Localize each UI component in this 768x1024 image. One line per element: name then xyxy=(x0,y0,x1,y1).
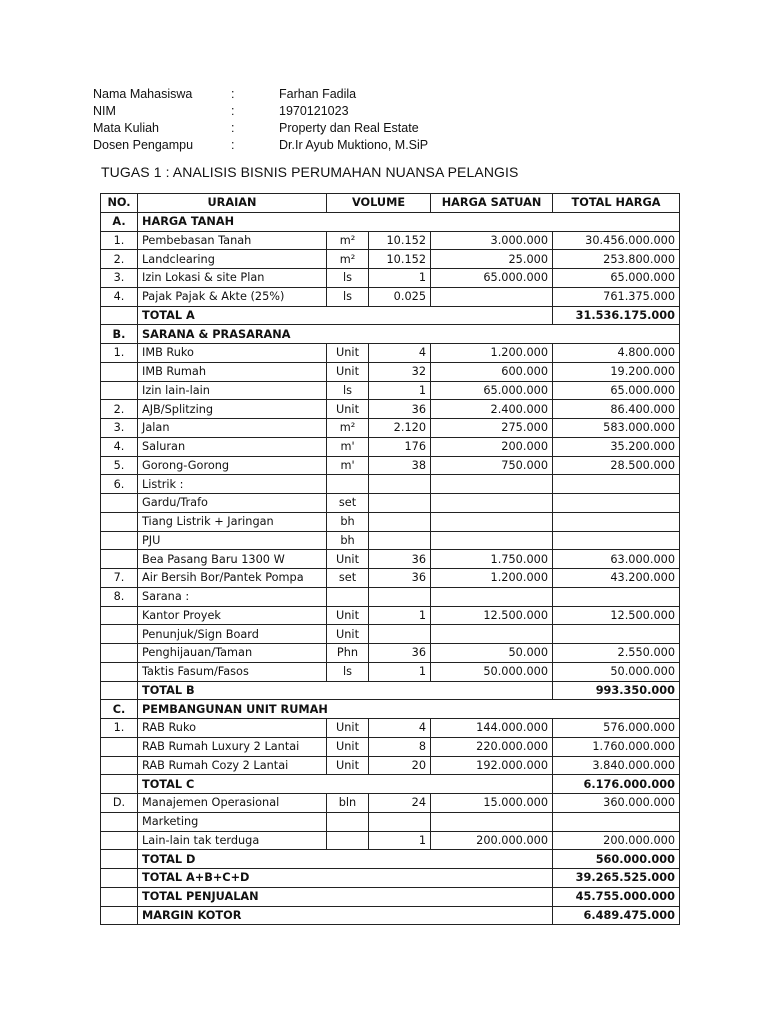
cell-no xyxy=(101,494,138,513)
cell-total-harga xyxy=(553,812,680,831)
cell-total-harga: 4.800.000 xyxy=(553,344,680,363)
cell-unit: bh xyxy=(327,512,369,531)
info-value: Property dan Real Estate xyxy=(279,121,419,135)
cell-harga-satuan: 65.000.000 xyxy=(431,381,553,400)
total-row xyxy=(101,775,680,794)
cell-unit: ls xyxy=(327,662,369,681)
cell-total-harga: 3.840.000.000 xyxy=(553,756,680,775)
cell-uraian: Gardu/Trafo xyxy=(138,494,327,513)
header-volume: VOLUME xyxy=(327,194,431,213)
table-row xyxy=(101,419,680,438)
cell-unit: Unit xyxy=(327,719,369,738)
cell-unit xyxy=(327,812,369,831)
cell-harga-satuan: 200.000 xyxy=(431,437,553,456)
cell-qty: 24 xyxy=(369,794,431,813)
cell-no xyxy=(101,869,138,888)
header-total-harga: TOTAL HARGA xyxy=(553,194,680,213)
cell-uraian: Taktis Fasum/Fasos xyxy=(138,662,327,681)
cell-no xyxy=(101,775,138,794)
cell-qty: 10.152 xyxy=(369,231,431,250)
cell-uraian: Manajemen Operasional xyxy=(138,794,327,813)
cell-harga-satuan: 3.000.000 xyxy=(431,231,553,250)
cell-qty: 8 xyxy=(369,737,431,756)
cell-uraian: Landclearing xyxy=(138,250,327,269)
cell-total-harga xyxy=(553,494,680,513)
table-row xyxy=(101,494,680,513)
cell-no xyxy=(101,606,138,625)
total-row xyxy=(101,850,680,869)
cell-uraian: Saluran xyxy=(138,437,327,456)
cell-unit: m' xyxy=(327,437,369,456)
cell-no xyxy=(101,381,138,400)
info-row-mata-kuliah xyxy=(93,120,428,137)
cell-section-title: SARANA & PRASARANA xyxy=(138,325,680,344)
info-value: Farhan Fadila xyxy=(279,87,357,101)
cell-unit: ls xyxy=(327,381,369,400)
cell-unit: m² xyxy=(327,419,369,438)
total-row xyxy=(101,887,680,906)
cell-uraian: IMB Ruko xyxy=(138,344,327,363)
cell-qty: 4 xyxy=(369,344,431,363)
table-row xyxy=(101,456,680,475)
cell-harga-satuan: 275.000 xyxy=(431,419,553,438)
cell-qty: 1 xyxy=(369,662,431,681)
cell-unit: m² xyxy=(327,231,369,250)
cell-total-label: TOTAL A xyxy=(138,306,553,325)
cell-no: A. xyxy=(101,212,138,231)
info-colon: : xyxy=(231,121,235,135)
table-row xyxy=(101,362,680,381)
cell-total-harga xyxy=(553,512,680,531)
cell-total-harga: 253.800.000 xyxy=(553,250,680,269)
budget-table xyxy=(100,193,680,925)
info-label: Dosen Pengampu xyxy=(93,138,194,152)
table-row xyxy=(101,531,680,550)
header-no: NO. xyxy=(101,194,138,213)
cell-uraian: Izin Lokasi & site Plan xyxy=(138,269,327,288)
total-row xyxy=(101,906,680,925)
cell-qty: 32 xyxy=(369,362,431,381)
table-body xyxy=(101,212,680,925)
cell-no xyxy=(101,306,138,325)
cell-qty xyxy=(369,494,431,513)
cell-unit: Unit xyxy=(327,606,369,625)
cell-uraian: PJU xyxy=(138,531,327,550)
info-row-dosen xyxy=(93,137,428,154)
cell-no: 5. xyxy=(101,456,138,475)
cell-no: 4. xyxy=(101,437,138,456)
cell-qty xyxy=(369,475,431,494)
cell-harga-satuan: 144.000.000 xyxy=(431,719,553,738)
table-header-row xyxy=(101,194,680,213)
table-row xyxy=(101,475,680,494)
cell-qty: 176 xyxy=(369,437,431,456)
cell-total-harga xyxy=(553,531,680,550)
table-row xyxy=(101,381,680,400)
table-row xyxy=(101,569,680,588)
cell-uraian: Pajak Pajak & Akte (25%) xyxy=(138,287,327,306)
cell-qty: 4 xyxy=(369,719,431,738)
cell-total-harga xyxy=(553,625,680,644)
cell-unit: Unit xyxy=(327,400,369,419)
cell-harga-satuan xyxy=(431,587,553,606)
cell-uraian: RAB Rumah Cozy 2 Lantai xyxy=(138,756,327,775)
cell-unit: Unit xyxy=(327,362,369,381)
cell-unit: Unit xyxy=(327,756,369,775)
cell-harga-satuan: 192.000.000 xyxy=(431,756,553,775)
table-row xyxy=(101,400,680,419)
cell-unit: ls xyxy=(327,287,369,306)
cell-unit: set xyxy=(327,494,369,513)
cell-total-value: 31.536.175.000 xyxy=(553,306,680,325)
cell-harga-satuan: 25.000 xyxy=(431,250,553,269)
cell-harga-satuan: 600.000 xyxy=(431,362,553,381)
cell-no xyxy=(101,362,138,381)
info-value: 1970121023 xyxy=(279,104,349,118)
cell-harga-satuan: 2.400.000 xyxy=(431,400,553,419)
cell-qty xyxy=(369,625,431,644)
table-row xyxy=(101,550,680,569)
cell-no: D. xyxy=(101,794,138,813)
cell-qty: 0.025 xyxy=(369,287,431,306)
cell-uraian: Tiang Listrik + Jaringan xyxy=(138,512,327,531)
cell-unit xyxy=(327,475,369,494)
cell-qty: 10.152 xyxy=(369,250,431,269)
cell-qty: 1 xyxy=(369,381,431,400)
cell-total-harga: 2.550.000 xyxy=(553,644,680,663)
cell-no xyxy=(101,550,138,569)
cell-harga-satuan xyxy=(431,812,553,831)
cell-no xyxy=(101,906,138,925)
cell-no: 2. xyxy=(101,400,138,419)
cell-qty: 1 xyxy=(369,831,431,850)
table-row xyxy=(101,287,680,306)
cell-section-title: PEMBANGUNAN UNIT RUMAH xyxy=(138,700,680,719)
cell-qty xyxy=(369,512,431,531)
cell-qty: 1 xyxy=(369,606,431,625)
table-row xyxy=(101,644,680,663)
cell-total-label: TOTAL D xyxy=(138,850,553,869)
info-label: Nama Mahasiswa xyxy=(93,87,193,101)
cell-qty xyxy=(369,531,431,550)
cell-no xyxy=(101,756,138,775)
cell-harga-satuan: 1.200.000 xyxy=(431,569,553,588)
cell-qty xyxy=(369,812,431,831)
table-row xyxy=(101,269,680,288)
cell-no xyxy=(101,812,138,831)
cell-unit: bln xyxy=(327,794,369,813)
cell-total-label: TOTAL B xyxy=(138,681,553,700)
cell-total-harga: 19.200.000 xyxy=(553,362,680,381)
cell-unit: ls xyxy=(327,269,369,288)
cell-uraian: Penghijauan/Taman xyxy=(138,644,327,663)
cell-total-harga: 360.000.000 xyxy=(553,794,680,813)
cell-no xyxy=(101,737,138,756)
cell-unit: Phn xyxy=(327,644,369,663)
table-row xyxy=(101,756,680,775)
cell-uraian: Air Bersih Bor/Pantek Pompa xyxy=(138,569,327,588)
info-value: Dr.Ir Ayub Muktiono, M.SiP xyxy=(279,138,429,152)
cell-harga-satuan xyxy=(431,287,553,306)
cell-qty: 36 xyxy=(369,644,431,663)
table-row xyxy=(101,606,680,625)
cell-no xyxy=(101,831,138,850)
cell-unit: m² xyxy=(327,250,369,269)
cell-total-harga: 12.500.000 xyxy=(553,606,680,625)
cell-total-value: 6.489.475.000 xyxy=(553,906,680,925)
cell-no xyxy=(101,662,138,681)
cell-uraian: Bea Pasang Baru 1300 W xyxy=(138,550,327,569)
cell-no: C. xyxy=(101,700,138,719)
cell-uraian: Sarana : xyxy=(138,587,327,606)
cell-harga-satuan: 1.200.000 xyxy=(431,344,553,363)
section-row xyxy=(101,212,680,231)
info-label: Mata Kuliah xyxy=(93,121,160,135)
cell-no xyxy=(101,681,138,700)
cell-uraian: Kantor Proyek xyxy=(138,606,327,625)
total-row xyxy=(101,681,680,700)
table-row xyxy=(101,831,680,850)
cell-unit: Unit xyxy=(327,344,369,363)
cell-no: 1. xyxy=(101,231,138,250)
cell-unit: set xyxy=(327,569,369,588)
cell-harga-satuan xyxy=(431,625,553,644)
table-row xyxy=(101,625,680,644)
cell-no: 2. xyxy=(101,250,138,269)
table-row xyxy=(101,512,680,531)
cell-uraian: Izin lain-lain xyxy=(138,381,327,400)
section-row xyxy=(101,700,680,719)
cell-uraian: Pembebasan Tanah xyxy=(138,231,327,250)
cell-section-title: HARGA TANAH xyxy=(138,212,680,231)
cell-no: B. xyxy=(101,325,138,344)
cell-qty xyxy=(369,587,431,606)
cell-total-harga xyxy=(553,475,680,494)
cell-uraian: Marketing xyxy=(138,812,327,831)
cell-total-harga: 1.760.000.000 xyxy=(553,737,680,756)
cell-no: 1. xyxy=(101,344,138,363)
cell-harga-satuan: 15.000.000 xyxy=(431,794,553,813)
cell-total-harga: 86.400.000 xyxy=(553,400,680,419)
cell-harga-satuan: 50.000 xyxy=(431,644,553,663)
table-row xyxy=(101,344,680,363)
cell-harga-satuan: 65.000.000 xyxy=(431,269,553,288)
cell-no: 8. xyxy=(101,587,138,606)
cell-uraian: Jalan xyxy=(138,419,327,438)
table-row xyxy=(101,812,680,831)
table-row xyxy=(101,437,680,456)
cell-no xyxy=(101,887,138,906)
total-row xyxy=(101,869,680,888)
total-row xyxy=(101,306,680,325)
cell-no xyxy=(101,625,138,644)
info-row-nama xyxy=(93,86,428,103)
cell-unit: Unit xyxy=(327,737,369,756)
cell-total-label: TOTAL C xyxy=(138,775,553,794)
table-row xyxy=(101,250,680,269)
cell-total-harga: 761.375.000 xyxy=(553,287,680,306)
cell-unit: m' xyxy=(327,456,369,475)
cell-uraian: IMB Rumah xyxy=(138,362,327,381)
cell-total-value: 560.000.000 xyxy=(553,850,680,869)
cell-total-label: TOTAL A+B+C+D xyxy=(138,869,553,888)
table-row xyxy=(101,587,680,606)
cell-total-value: 39.265.525.000 xyxy=(553,869,680,888)
cell-uraian: RAB Rumah Luxury 2 Lantai xyxy=(138,737,327,756)
cell-harga-satuan: 200.000.000 xyxy=(431,831,553,850)
student-info xyxy=(93,86,428,154)
cell-no xyxy=(101,644,138,663)
table-row xyxy=(101,719,680,738)
cell-no: 3. xyxy=(101,269,138,288)
cell-uraian: Penunjuk/Sign Board xyxy=(138,625,327,644)
cell-harga-satuan: 750.000 xyxy=(431,456,553,475)
cell-unit: bh xyxy=(327,531,369,550)
cell-total-label: TOTAL PENJUALAN xyxy=(138,887,553,906)
cell-harga-satuan: 220.000.000 xyxy=(431,737,553,756)
table-row xyxy=(101,794,680,813)
info-row-nim xyxy=(93,103,428,120)
cell-total-harga xyxy=(553,587,680,606)
cell-total-harga: 30.456.000.000 xyxy=(553,231,680,250)
cell-total-harga: 576.000.000 xyxy=(553,719,680,738)
header-harga-satuan: HARGA SATUAN xyxy=(431,194,553,213)
header-uraian: URAIAN xyxy=(138,194,327,213)
cell-uraian: Gorong-Gorong xyxy=(138,456,327,475)
cell-total-value: 45.755.000.000 xyxy=(553,887,680,906)
document-title: TUGAS 1 : ANALISIS BISNIS PERUMAHAN NUANSA PELANGIS xyxy=(101,164,519,180)
cell-harga-satuan xyxy=(431,512,553,531)
cell-unit: Unit xyxy=(327,625,369,644)
section-row xyxy=(101,325,680,344)
cell-total-harga: 65.000.000 xyxy=(553,381,680,400)
cell-harga-satuan: 12.500.000 xyxy=(431,606,553,625)
cell-no xyxy=(101,512,138,531)
table-row xyxy=(101,662,680,681)
cell-qty: 36 xyxy=(369,400,431,419)
cell-no xyxy=(101,531,138,550)
cell-qty: 20 xyxy=(369,756,431,775)
cell-total-label: MARGIN KOTOR xyxy=(138,906,553,925)
info-colon: : xyxy=(231,87,235,101)
cell-harga-satuan: 1.750.000 xyxy=(431,550,553,569)
cell-total-harga: 583.000.000 xyxy=(553,419,680,438)
cell-unit xyxy=(327,831,369,850)
cell-qty: 38 xyxy=(369,456,431,475)
cell-uraian: RAB Ruko xyxy=(138,719,327,738)
table-row xyxy=(101,737,680,756)
cell-unit xyxy=(327,587,369,606)
table-row xyxy=(101,231,680,250)
cell-no: 1. xyxy=(101,719,138,738)
cell-no: 6. xyxy=(101,475,138,494)
cell-total-harga: 35.200.000 xyxy=(553,437,680,456)
cell-no: 7. xyxy=(101,569,138,588)
cell-total-harga: 28.500.000 xyxy=(553,456,680,475)
cell-qty: 36 xyxy=(369,550,431,569)
cell-qty: 36 xyxy=(369,569,431,588)
cell-total-harga: 50.000.000 xyxy=(553,662,680,681)
cell-qty: 2.120 xyxy=(369,419,431,438)
cell-harga-satuan xyxy=(431,531,553,550)
cell-total-harga: 43.200.000 xyxy=(553,569,680,588)
cell-no xyxy=(101,850,138,869)
info-colon: : xyxy=(231,104,235,118)
cell-harga-satuan xyxy=(431,494,553,513)
cell-total-harga: 65.000.000 xyxy=(553,269,680,288)
cell-unit: Unit xyxy=(327,550,369,569)
cell-total-value: 6.176.000.000 xyxy=(553,775,680,794)
cell-total-harga: 200.000.000 xyxy=(553,831,680,850)
cell-harga-satuan xyxy=(431,475,553,494)
cell-uraian: Lain-lain tak terduga xyxy=(138,831,327,850)
cell-harga-satuan: 50.000.000 xyxy=(431,662,553,681)
cell-no: 4. xyxy=(101,287,138,306)
cell-uraian: Listrik : xyxy=(138,475,327,494)
info-label: NIM xyxy=(93,104,116,118)
cell-uraian: AJB/Splitzing xyxy=(138,400,327,419)
info-colon: : xyxy=(231,138,235,152)
cell-qty: 1 xyxy=(369,269,431,288)
cell-total-value: 993.350.000 xyxy=(553,681,680,700)
cell-total-harga: 63.000.000 xyxy=(553,550,680,569)
cell-no: 3. xyxy=(101,419,138,438)
